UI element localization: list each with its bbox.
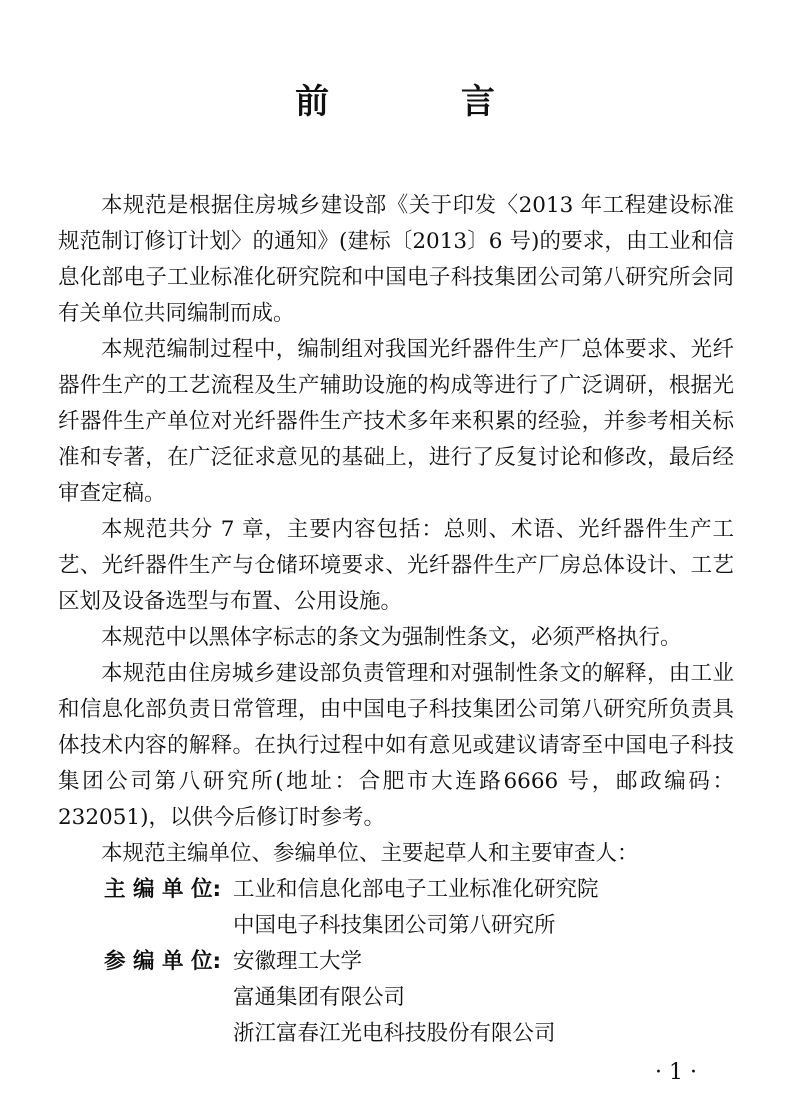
units-section: [58, 872, 734, 1052]
preface-body: [58, 188, 734, 1052]
paragraph-units-intro: 本规范主编单位、参编单位、主要起草人和主要审查人：: [101, 841, 639, 866]
chief-unit-item: 工业和信息化部电子工业标准化研究院: [233, 877, 599, 902]
chief-unit-item: 中国电子科技集团公司第八研究所: [233, 913, 556, 938]
chief-units-list: [233, 872, 599, 944]
participating-units-list: [233, 944, 556, 1052]
paragraph-origin: 本规范是根据住房城乡建设部《关于印发〈2013 年工程建设标准规范制订修订计划〉的通知》(建标〔2013〕6 号)的要求，由工业和信息化部电子工业标准化研究院和中国电子科技集团公司第八研究所会同有关单位共同编制而成。: [58, 193, 734, 326]
chief-units-group: [58, 872, 734, 944]
chief-units-label: 主 编 单 位:: [104, 877, 222, 902]
participating-unit-item: 浙江富春江光电科技股份有限公司: [233, 1021, 556, 1046]
page-number: · 1 ·: [655, 1060, 697, 1085]
paragraph-management: 本规范由住房城乡建设部负责管理和对强制性条文的解释，由工业和信息化部负责日常管理，由中国电子科技集团公司第八研究所负责具体技术内容的解释。在执行过程中如有意见或建议请寄至中国电子科技集团公司第八研究所(地址：合肥市大连路6666 号，邮政编码：232051)，以供今后修订时参考。: [58, 661, 734, 830]
page-title: 前 言: [295, 82, 555, 122]
paragraph-mandatory: 本规范中以黑体字标志的条文为强制性条文，必须严格执行。: [101, 625, 682, 650]
participating-units-label: 参 编 单 位:: [104, 949, 222, 974]
participating-unit-item: 安徽理工大学: [233, 949, 363, 974]
participating-unit-item: 富通集团有限公司: [233, 985, 406, 1010]
paragraph-process: 本规范编制过程中，编制组对我国光纤器件生产厂总体要求、光纤器件生产的工艺流程及生产辅助设施的构成等进行了广泛调研，根据光纤器件生产单位对光纤器件生产技术多年来积累的经验，并参考相关标准和专著，在广泛征求意见的基础上，进行了反复讨论和修改，最后经审查定稿。: [58, 337, 734, 506]
paragraph-contents: 本规范共分 7 章，主要内容包括：总则、术语、光纤器件生产工艺、光纤器件生产与仓储环境要求、光纤器件生产厂房总体设计、工艺区划及设备选型与布置、公用设施。: [58, 517, 734, 614]
participating-units-group: [58, 944, 734, 1052]
